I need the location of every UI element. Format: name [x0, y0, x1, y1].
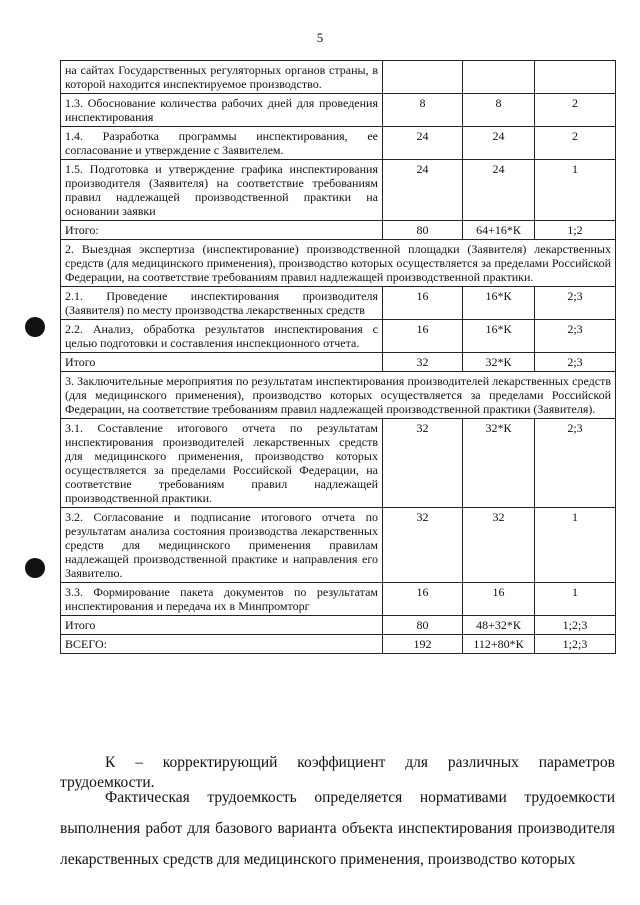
days-value: 80: [383, 616, 463, 635]
table-row: [61, 320, 616, 353]
hours-value: [463, 61, 535, 94]
section-title: 2. Выездная экспертиза (инспектирование) производственной площадки (Заявителя) лекарственных средств (для медицинского применения), производство которых осуществляется за пределами Российской Федерации, на соответствие требованиям правил надлежащей производственной практики.: [61, 240, 616, 287]
hours-value: 64+16*К: [463, 221, 535, 240]
days-value: 32: [383, 353, 463, 372]
hours-value: 24: [463, 160, 535, 221]
binder-hole-top: [25, 317, 45, 337]
days-value: 24: [383, 160, 463, 221]
work-description: 1.5. Подготовка и утверждение графика инспектирования производителя (Заявителя) на соответствие требованиям правил надлежащей производственной практики на основании заявки: [61, 160, 383, 221]
staff-value: 1;2;3: [535, 616, 616, 635]
hours-value: 16*К: [463, 287, 535, 320]
staff-value: 1: [535, 508, 616, 583]
labor-intensity-table: [60, 60, 616, 654]
staff-value: 1;2;3: [535, 635, 616, 654]
staff-value: 2;3: [535, 353, 616, 372]
work-description: 1.4. Разработка программы инспектирования, ее согласование и утверждение с Заявителем.: [61, 127, 383, 160]
table-row: [61, 635, 616, 654]
hours-value: 32: [463, 508, 535, 583]
work-description: Итого: [61, 616, 383, 635]
work-description: 3.3. Формирование пакета документов по результатам инспектирования и передача их в Минпромторг: [61, 583, 383, 616]
page-number: 5: [316, 30, 324, 45]
days-value: 32: [383, 508, 463, 583]
work-description: на сайтах Государственных регуляторных органов страны, в которой находится инспектируемое производство.: [61, 61, 383, 94]
table-row: [61, 419, 616, 508]
staff-value: 2;3: [535, 287, 616, 320]
staff-value: 1: [535, 583, 616, 616]
days-value: 80: [383, 221, 463, 240]
work-description: 2.1. Проведение инспектирования производителя (Заявителя) по месту производства лекарственных средств: [61, 287, 383, 320]
days-value: 16: [383, 287, 463, 320]
section-header-row: [61, 240, 616, 287]
days-value: 16: [383, 583, 463, 616]
days-value: [383, 61, 463, 94]
days-value: 24: [383, 127, 463, 160]
hours-value: 112+80*К: [463, 635, 535, 654]
work-description: Итого: [61, 353, 383, 372]
work-description: Итого:: [61, 221, 383, 240]
hours-value: 24: [463, 127, 535, 160]
table-row: [61, 508, 616, 583]
hours-value: 32*К: [463, 353, 535, 372]
days-value: 16: [383, 320, 463, 353]
days-value: 8: [383, 94, 463, 127]
work-description: 3.2. Согласование и подписание итогового отчета по результатам анализа состояния производства лекарственных средств для медицинского применения правилам надлежащей производственной практике и направления его Заявителю.: [61, 508, 383, 583]
binder-hole-bottom: [25, 558, 45, 578]
staff-value: 1: [535, 160, 616, 221]
hours-value: 32*К: [463, 419, 535, 508]
section-title: 3. Заключительные мероприятия по результатам инспектирования производителей лекарственных средств (для медицинского применения), производство которых осуществляется за пределами Российской Федерации, на соответствие требованиям правил надлежащей производственной практики (Заявителя).: [61, 372, 616, 419]
table-row: [61, 221, 616, 240]
work-description: 1.3. Обоснование количества рабочих дней для проведения инспектирования: [61, 94, 383, 127]
work-description: ВСЕГО:: [61, 635, 383, 654]
table-row: [61, 61, 616, 94]
labor-paragraph-text: Фактическая трудоемкость определяется нормативами трудоемкости выполнения работ для базового варианта объекта инспектирования производителя лекарственных средств для медицинского применения, производство которых: [60, 789, 615, 868]
labor-paragraph: [60, 782, 615, 875]
table-row: [61, 160, 616, 221]
days-value: 32: [383, 419, 463, 508]
hours-value: 8: [463, 94, 535, 127]
table-row: [61, 353, 616, 372]
table-row: [61, 94, 616, 127]
table-row: [61, 287, 616, 320]
hours-value: 48+32*К: [463, 616, 535, 635]
work-description: 2.2. Анализ, обработка результатов инспектирования с целью подготовки и составления инспекционного отчета.: [61, 320, 383, 353]
staff-value: 2;3: [535, 320, 616, 353]
table-row: [61, 127, 616, 160]
coefficient-note-text: К – корректирующий коэффициент для различных параметров трудоемкости.: [60, 754, 615, 791]
table-row: [61, 616, 616, 635]
table-row: [61, 583, 616, 616]
work-description: 3.1. Составление итогового отчета по результатам инспектирования производителей лекарственных средств для медицинского применения, производство которых осуществляется за пределами Российской Федерации, на соответствие требованиям правил надлежащей производственной практики.: [61, 419, 383, 508]
days-value: 192: [383, 635, 463, 654]
staff-value: 2;3: [535, 419, 616, 508]
staff-value: [535, 61, 616, 94]
section-header-row: [61, 372, 616, 419]
staff-value: 1;2: [535, 221, 616, 240]
hours-value: 16*К: [463, 320, 535, 353]
staff-value: 2: [535, 127, 616, 160]
hours-value: 16: [463, 583, 535, 616]
staff-value: 2: [535, 94, 616, 127]
